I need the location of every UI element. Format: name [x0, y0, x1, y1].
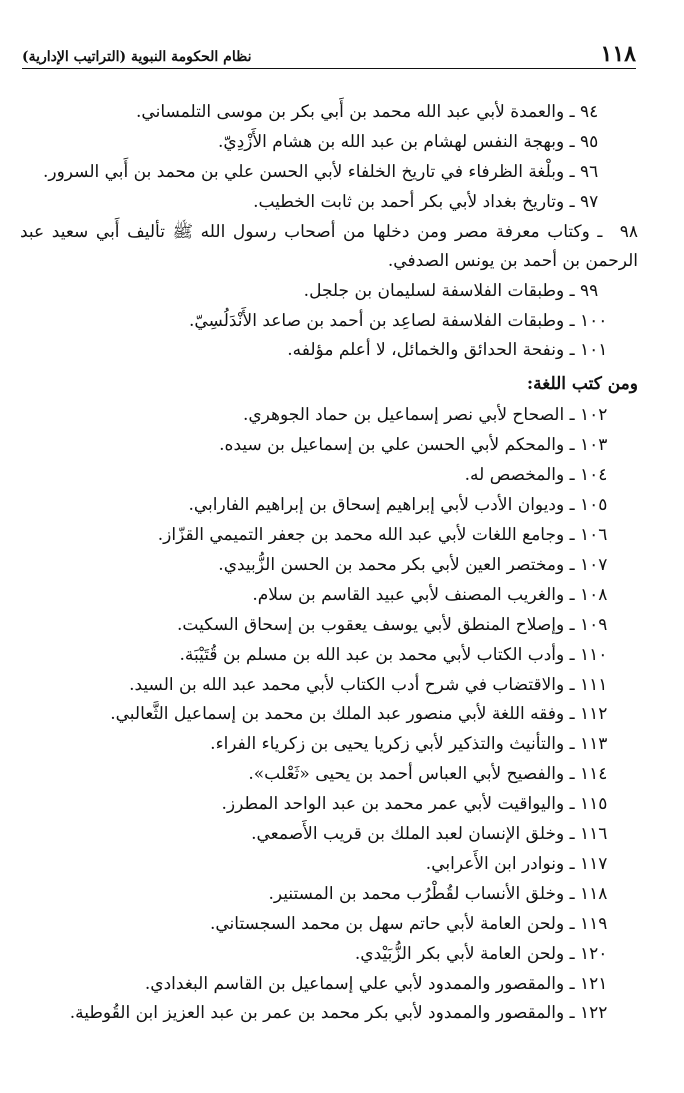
entry-text: ـ ونفحة الحدائق والخمائل، لا أعلم مؤلفه.: [287, 340, 575, 361]
entry-text: ـ وخلق الأنساب لقُطْرُب محمد بن المستنير.: [268, 883, 575, 904]
entry-number: ١١٨: [580, 883, 608, 904]
entry-number: ١٠٥: [580, 495, 608, 516]
list-item: [20, 760, 638, 790]
entry-number: ١١٩: [580, 913, 608, 934]
entry-text: ـ ومختصر العين لأبي بكر محمد بن الحسن الزُّبيدي.: [218, 554, 575, 575]
list-item: [20, 581, 638, 611]
list-item: [20, 940, 638, 970]
entry-text: ـ وطبقات الفلاسفة لصاعِد بن أحمد بن صاعد الأَنْدَلُسِيّ.: [188, 310, 575, 331]
entry-number: ١٢١: [580, 973, 608, 994]
entry-text: ـ وخلق الإنسان لعبد الملك بن قريب الأَصمعي.: [251, 824, 575, 845]
list-item: [20, 671, 638, 701]
list-item: [20, 850, 638, 880]
page-body: [20, 98, 638, 1029]
entry-text: ـ وطبقات الفلاسفة لسليمان بن جلجل.: [303, 280, 575, 301]
entry-text: ـ واليواقيت لأبي عمر محمد بن عبد الواحد المطرز.: [221, 794, 575, 815]
entry-number: ١١٣: [580, 734, 608, 755]
entry-text: ـ والمحكم لأبي الحسن علي بن إسماعيل بن سيده.: [219, 435, 575, 456]
entry-number: ١٠٨: [580, 584, 608, 605]
list-item: [20, 461, 638, 491]
entry-number: ١٢٢: [580, 1003, 608, 1024]
list-item: [20, 551, 638, 581]
list-item: [20, 158, 638, 188]
entry-text: ـ والاقتضاب في شرح أدب الكتاب لأبي محمد عبد الله بن السيد.: [129, 674, 575, 695]
entry-text: ـ وفقه اللغة لأبي منصور عبد الملك بن محمد بن إسماعيل الثَّعالبي.: [110, 704, 575, 725]
entry-text: ـ ولحن العامة لأبي بكر الزُّبَيْدي.: [354, 943, 575, 964]
page-number: ١١٨: [600, 41, 636, 67]
entry-number: ١٠٢: [580, 405, 608, 426]
entry-number: ٩٦: [580, 161, 599, 182]
list-item: [20, 700, 638, 730]
entry-text: ـ والعمدة لأبي عبد الله محمد بن أَبي بكر بن موسى التلمساني.: [136, 102, 575, 122]
entry-number: ١٠٩: [580, 614, 608, 635]
entry-number: ٩٤: [580, 102, 599, 122]
entry-number: ١٠٧: [580, 554, 608, 575]
entry-text: ـ والمخصص له.: [464, 465, 575, 486]
list-item: [20, 880, 638, 910]
entry-text: ـ وديوان الأدب لأبي إبراهيم إسحاق بن إبراهيم الفارابي.: [188, 495, 575, 516]
entry-number: ٩٧: [580, 191, 599, 212]
entry-text: ـ والمقصور والممدود لأبي بكر محمد بن عمر بن عبد العزيز ابن القُوطية.: [69, 1003, 575, 1024]
section-heading: ومن كتب اللغة:: [526, 374, 638, 395]
entry-text: ـ وبهجة النفس لهشام بن عبد الله بن هشام الأَزْدِيّ.: [217, 131, 575, 152]
list-item: [20, 491, 638, 521]
entry-text: ـ الصحاح لأبي نصر إسماعيل بن حماد الجوهري.: [242, 405, 575, 426]
entry-number: ١١٠: [580, 644, 608, 665]
entry-number: ١٢٠: [580, 943, 608, 964]
entry-text: ـ وإصلاح المنطق لأبي يوسف يعقوب بن إسحاق السكيت.: [176, 614, 575, 635]
list-item: [20, 188, 638, 218]
entry-text: ـ والتأنيث والتذكير لأبي زكريا يحيى بن زكرياء الفراء.: [210, 734, 575, 755]
list-item: [20, 98, 638, 128]
entry-number: ٩٨: [619, 221, 639, 242]
entry-text: ـ وتاريخ بغداد لأبي بكر أحمد بن ثابت الخطيب.: [253, 191, 575, 212]
language-books-list: [20, 401, 638, 1029]
entry-text: ـ ولحن العامة لأبي حاتم سهل بن محمد السجستاني.: [209, 913, 575, 934]
entry-number: ١٠٠: [580, 310, 608, 331]
entry-number: ١٠٦: [580, 524, 608, 545]
entry-number: ١١٢: [580, 704, 608, 725]
list-item: [20, 277, 638, 307]
list-item: [20, 730, 638, 760]
list-item: [20, 431, 638, 461]
running-title: نظام الحكومة النبوية (التراتيب الإدارية): [22, 49, 252, 65]
entry-number: ١١٦: [580, 824, 608, 845]
entry-number: ١٠٤: [580, 465, 608, 486]
entry-text: ـ وجامع اللغات لأبي عبد الله محمد بن جعفر التميمي القزّاز.: [157, 524, 575, 545]
entry-number: ١١٥: [580, 794, 608, 815]
entry-number: ١٠٣: [580, 435, 608, 456]
entry-text: ـ ونوادر ابن الأَعرابي.: [425, 853, 575, 874]
list-item: [20, 336, 638, 366]
entry-number: ١٠١: [580, 340, 608, 361]
list-item: [20, 401, 638, 431]
list-item: [20, 641, 638, 671]
entry-text: ـ وأدب الكتاب لأبي محمد بن عبد الله بن مسلم بن قُتَيْبَة.: [179, 644, 575, 665]
list-item: [20, 128, 638, 158]
entry-number: ١١٤: [580, 764, 608, 785]
list-item: [20, 999, 638, 1029]
page-header: [22, 36, 636, 69]
list-item: [20, 970, 638, 1000]
entry-number: ١١٧: [580, 853, 608, 874]
entry-text: ـ وكتاب معرفة مصر ومن دخلها من أصحاب رسول الله ﷺ تأليف أَبي سعيد عبد الرحمن بن أحمد بن يونس الصدفي.: [20, 221, 638, 272]
list-item: [20, 307, 638, 337]
list-item: [20, 611, 638, 641]
entry-text: ـ وبلْغة الظرفاء في تاريخ الخلفاء لأبي الحسن علي بن محمد بن أَبي السرور.: [42, 161, 575, 182]
list-item: [20, 910, 638, 940]
history-books-list: [20, 98, 638, 366]
list-item: [20, 521, 638, 551]
list-item: [20, 820, 638, 850]
entry-text: ـ والمقصور والممدود لأبي علي إسماعيل بن القاسم البغدادي.: [144, 973, 575, 994]
entry-number: ١١١: [580, 674, 608, 695]
list-item: [20, 790, 638, 820]
entry-number: ٩٩: [580, 280, 599, 301]
entry-number: ٩٥: [580, 131, 599, 152]
list-item: [20, 218, 638, 277]
entry-text: ـ والغريب المصنف لأبي عبيد القاسم بن سلام.: [252, 584, 575, 605]
entry-text: ـ والفصيح لأبي العباس أحمد بن يحيى «ثَعْلب».: [248, 764, 575, 785]
